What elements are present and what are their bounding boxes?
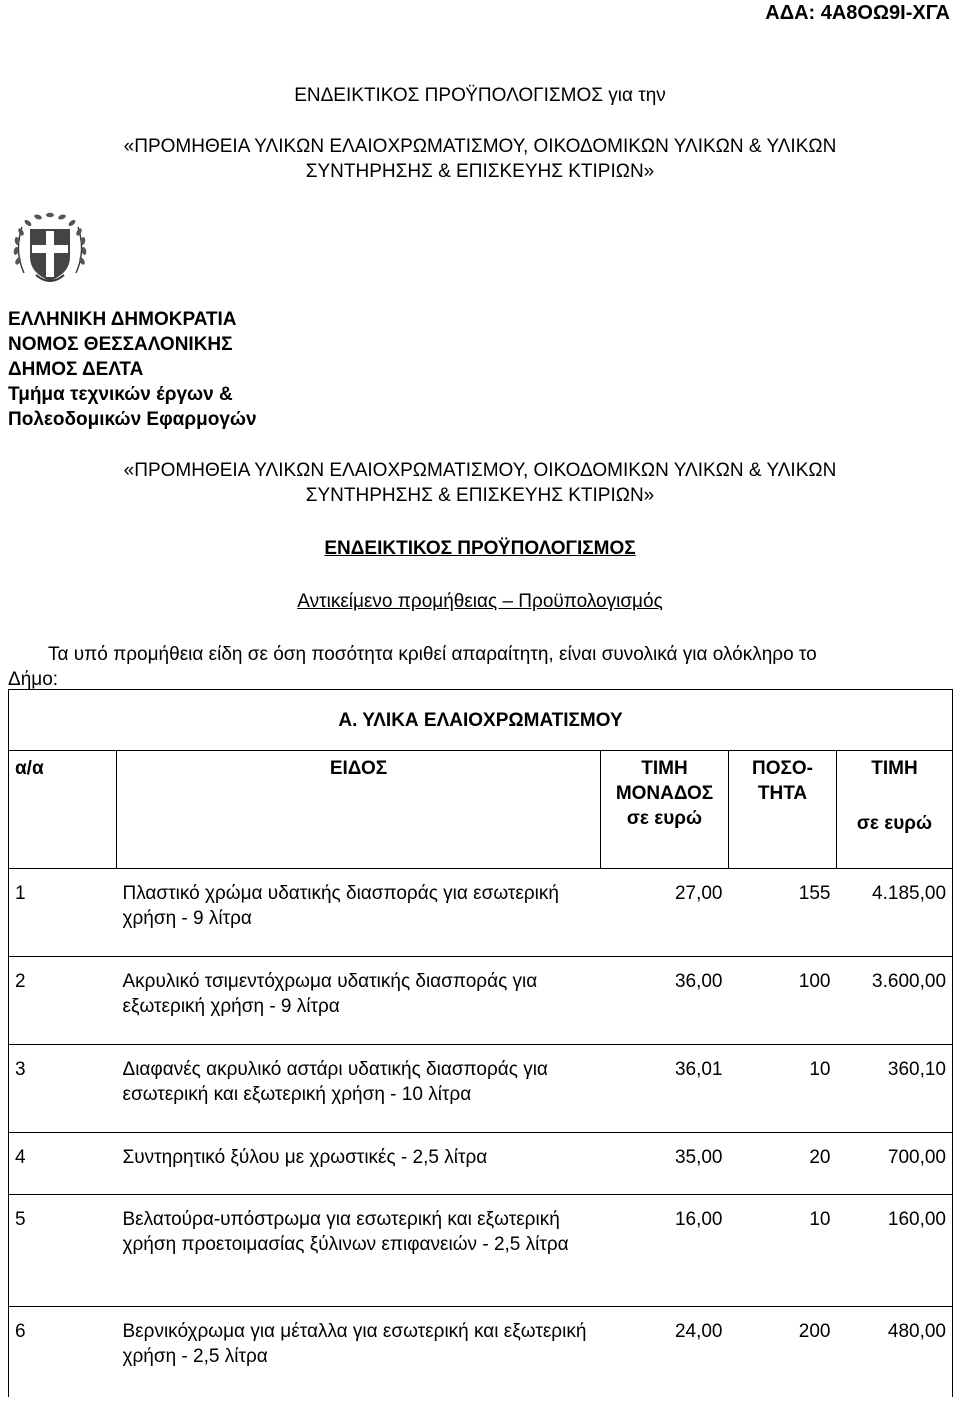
header-unit-price-line: ΤΙΜΗ — [641, 758, 688, 779]
cell-total: 700,00 — [837, 1133, 953, 1195]
subject-title: Αντικείμενο προμήθειας – Προϋπολογισμός — [297, 591, 663, 612]
materials-table — [8, 689, 953, 1397]
issuer-line: ΕΛΛΗΝΙΚΗ ΔΗΜΟΚΡΑΤΙΑ — [8, 309, 237, 330]
table-row — [9, 1307, 953, 1397]
cell-unit-price: 27,00 — [601, 869, 729, 957]
cell-aa: 6 — [9, 1307, 117, 1397]
cell-total: 480,00 — [837, 1307, 953, 1397]
project-title-repeat-line2: ΣΥΝΤΗΡΗΣΗΣ & ΕΠΙΣΚΕΥΗΣ ΚΤΙΡΙΩΝ» — [305, 485, 655, 506]
table-row — [9, 869, 953, 957]
header-unit-price-line: σε ευρώ — [626, 808, 703, 829]
intro-paragraph — [8, 642, 948, 692]
top-title: ΕΝΔΕΙΚΤΙΚΟΣ ΠΡΟΫΠΟΛΟΓΙΣΜΟΣ για την — [294, 85, 666, 106]
header-unit-price — [601, 751, 729, 869]
intro-line: Τα υπό προμήθεια είδη σε όση ποσότητα κριθεί απαραίτητη, είναι συνολικά για ολόκληρο το — [48, 644, 817, 665]
cell-item: Πλαστικό χρώμα υδατικής διασποράς για εσωτερική χρήση - 9 λίτρα — [117, 869, 601, 957]
cell-total: 4.185,00 — [837, 869, 953, 957]
issuer-line: ΔΗΜΟΣ ΔΕΛΤΑ — [8, 359, 144, 380]
cell-quantity: 20 — [729, 1133, 837, 1195]
cell-unit-price: 36,00 — [601, 957, 729, 1045]
cell-item: Συντηρητικό ξύλου με χρωστικές - 2,5 λίτρα — [117, 1133, 601, 1195]
table-caption: Α. ΥΛΙΚΑ ΕΛΑΙΟΧΡΩΜΑΤΙΣΜΟΥ — [9, 690, 953, 751]
issuer-line: Τμήμα τεχνικών έργων & — [8, 384, 233, 405]
cell-quantity: 100 — [729, 957, 837, 1045]
header-total — [837, 751, 953, 869]
issuer-block — [8, 307, 257, 432]
table-row — [9, 1195, 953, 1307]
cell-unit-price: 24,00 — [601, 1307, 729, 1397]
header-total-line: σε ευρώ — [856, 813, 933, 834]
cell-aa: 4 — [9, 1133, 117, 1195]
cell-item: Βερνικόχρωμα για μέταλλα για εσωτερική και εξωτερική χρήση - 2,5 λίτρα — [117, 1307, 601, 1397]
cell-item: Διαφανές ακρυλικό αστάρι υδατικής διασποράς για εσωτερική και εξωτερική χρήση - 10 λίτρα — [117, 1045, 601, 1133]
cell-quantity: 200 — [729, 1307, 837, 1397]
header-item: ΕΙΔΟΣ — [117, 751, 601, 869]
cell-item: Ακρυλικό τσιμεντόχρωμα υδατικής διασποράς για εξωτερική χρήση - 9 λίτρα — [117, 957, 601, 1045]
cell-total: 3.600,00 — [837, 957, 953, 1045]
cell-aa: 2 — [9, 957, 117, 1045]
ada-code: ΑΔΑ: 4Α8ΟΩ9Ι-ΧΓΑ — [765, 2, 950, 24]
project-title-repeat-line1: «ΠΡΟΜΗΘΕΙΑ ΥΛΙΚΩΝ ΕΛΑΙΟΧΡΩΜΑΤΙΣΜΟΥ, ΟΙΚΟΔΟΜΙΚΩΝ ΥΛΙΚΩΝ & ΥΛΙΚΩΝ — [123, 460, 837, 481]
greek-coat-of-arms-icon — [8, 207, 92, 291]
cell-item: Βελατούρα-υπόστρωμα για εσωτερική και εξωτερική χρήση προετοιμασίας ξύλινων επιφανειών - 2,5 λίτρα — [117, 1195, 601, 1307]
cell-quantity: 10 — [729, 1195, 837, 1307]
table-header-row — [9, 751, 953, 869]
header-quantity-line: ΤΗΤΑ — [757, 783, 808, 804]
issuer-line: Πολεοδομικών Εφαρμογών — [8, 409, 257, 430]
cell-total: 360,10 — [837, 1045, 953, 1133]
section-title: ΕΝΔΕΙΚΤΙΚΟΣ ΠΡΟΫΠΟΛΟΓΙΣΜΟΣ — [324, 538, 636, 559]
header-quantity-line: ΠΟΣΟ- — [751, 758, 813, 779]
table-row — [9, 957, 953, 1045]
header-total-line: ΤΙΜΗ — [871, 758, 918, 779]
cell-unit-price: 35,00 — [601, 1133, 729, 1195]
issuer-line: ΝΟΜΟΣ ΘΕΣΣΑΛΟΝΙΚΗΣ — [8, 334, 233, 355]
cell-unit-price: 36,01 — [601, 1045, 729, 1133]
header-unit-price-line: ΜΟΝΑΔΟΣ — [615, 783, 714, 804]
intro-line: Δήμο: — [8, 669, 59, 690]
project-title-line1: «ΠΡΟΜΗΘΕΙΑ ΥΛΙΚΩΝ ΕΛΑΙΟΧΡΩΜΑΤΙΣΜΟΥ, ΟΙΚΟΔΟΜΙΚΩΝ ΥΛΙΚΩΝ & ΥΛΙΚΩΝ — [123, 136, 837, 157]
table-row — [9, 1045, 953, 1133]
project-title-line2: ΣΥΝΤΗΡΗΣΗΣ & ΕΠΙΣΚΕΥΗΣ ΚΤΙΡΙΩΝ» — [305, 161, 655, 182]
table-row — [9, 1133, 953, 1195]
header-quantity — [729, 751, 837, 869]
cell-aa: 3 — [9, 1045, 117, 1133]
cell-aa: 5 — [9, 1195, 117, 1307]
cell-aa: 1 — [9, 869, 117, 957]
header-aa: α/α — [9, 751, 117, 869]
cell-unit-price: 16,00 — [601, 1195, 729, 1307]
cell-quantity: 10 — [729, 1045, 837, 1133]
cell-total: 160,00 — [837, 1195, 953, 1307]
cell-quantity: 155 — [729, 869, 837, 957]
